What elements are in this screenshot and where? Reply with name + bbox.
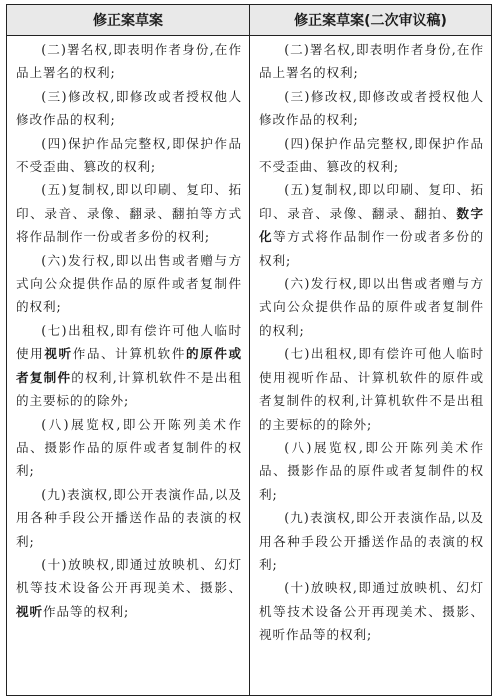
clause-paragraph [259, 506, 484, 576]
clause-text: (七)出租权,即有偿许可他人临时使用 [16, 322, 242, 362]
clause-text: (七)出租权,即有偿许可他人临时使用视听作品、计算机软件的原件或者复制件的权利,计算机软件不是出租的主要标的的除外; [259, 346, 484, 432]
clause-paragraph [259, 342, 484, 436]
clause-text: (二)署名权,即表明作者身份,在作品上署名的权利; [259, 42, 484, 81]
header-second-review-draft: 修正案草案(二次审议稿) [249, 5, 491, 35]
clause-paragraph [259, 272, 484, 342]
clause-paragraph [16, 38, 242, 85]
clause-paragraph [16, 553, 242, 623]
clause-paragraph [16, 413, 242, 483]
header-draft: 修正案草案 [93, 13, 163, 29]
highlighted-text: 视听 [44, 346, 73, 362]
clause-text: (八)展览权,即公开陈列美术作品、摄影作品的原件或者复制件的权利; [16, 416, 242, 479]
highlighted-text: 数字化 [259, 205, 484, 245]
clause-paragraph [259, 85, 484, 132]
clause-paragraph [259, 38, 484, 85]
table-header-row [7, 5, 491, 36]
clause-text: (四)保护作品完整权,即保护作品不受歪曲、篡改的权利; [16, 135, 242, 175]
clause-text: (十)放映权,即通过放映机、幻灯机等技术设备公开再现美术、摄影、视听作品等的权利; [259, 580, 484, 643]
clause-text: (八)展览权,即公开陈列美术作品、摄影作品的原件或者复制件的权利; [259, 439, 484, 502]
column-draft [7, 36, 249, 695]
table-body [7, 36, 491, 695]
column-second-review-draft [249, 36, 491, 695]
clause-text: 的权利,计算机软件不是出租的主要标的的除外; [16, 369, 242, 409]
clause-text: (五)复制权,即以印刷、复印、拓印、录音、录像、翻录、翻拍等方式将作品制作一份或者多份的权利; [16, 182, 242, 245]
clause-paragraph [16, 178, 242, 248]
clause-paragraph [259, 132, 484, 179]
clause-text: (十)放映权,即通过放映机、幻灯机等技术设备公开再现美术、摄影、 [16, 556, 242, 596]
clause-paragraph [259, 436, 484, 506]
clause-text: (四)保护作品完整权,即保护作品不受歪曲、篡改的权利; [259, 135, 484, 175]
clause-paragraph [16, 132, 242, 179]
comparison-table [6, 4, 492, 696]
clause-text: (三)修改权,即修改或者授权他人修改作品的权利; [16, 88, 242, 128]
clause-text: (九)表演权,即公开表演作品,以及用各种手段公开播送作品的表演的权利; [16, 486, 242, 549]
clause-paragraph [16, 249, 242, 319]
clause-paragraph [259, 576, 484, 646]
clause-text: (六)发行权,即以出售或者赠与方式向公众提供作品的原件或者复制件的权利; [16, 252, 242, 315]
clause-text: (二)署名权,即表明作者身份,在作品上署名的权利; [16, 42, 242, 81]
highlighted-text: 的原件或者复制件 [16, 346, 243, 385]
clause-text: (五)复制权,即以印刷、复印、拓印、录音、录像、翻录、翻拍、 [259, 182, 484, 221]
highlighted-text: 视听 [16, 603, 43, 619]
clause-text: 作品等的权利; [43, 603, 130, 619]
clause-paragraph [16, 319, 242, 413]
clause-text: (九)表演权,即公开表演作品,以及用各种手段公开播送作品的表演的权利; [259, 510, 484, 572]
clause-paragraph [16, 483, 242, 553]
clause-text: (三)修改权,即修改或者授权他人修改作品的权利; [259, 88, 484, 128]
clause-paragraph [16, 85, 242, 132]
clause-text: 等方式将作品制作一份或者多份的权利; [259, 229, 485, 268]
clause-text: 作品、计算机软件 [72, 346, 187, 362]
clause-paragraph [259, 178, 484, 272]
clause-text: (六)发行权,即以出售或者赠与方式向公众提供作品的原件或者复制件的权利; [259, 276, 484, 338]
